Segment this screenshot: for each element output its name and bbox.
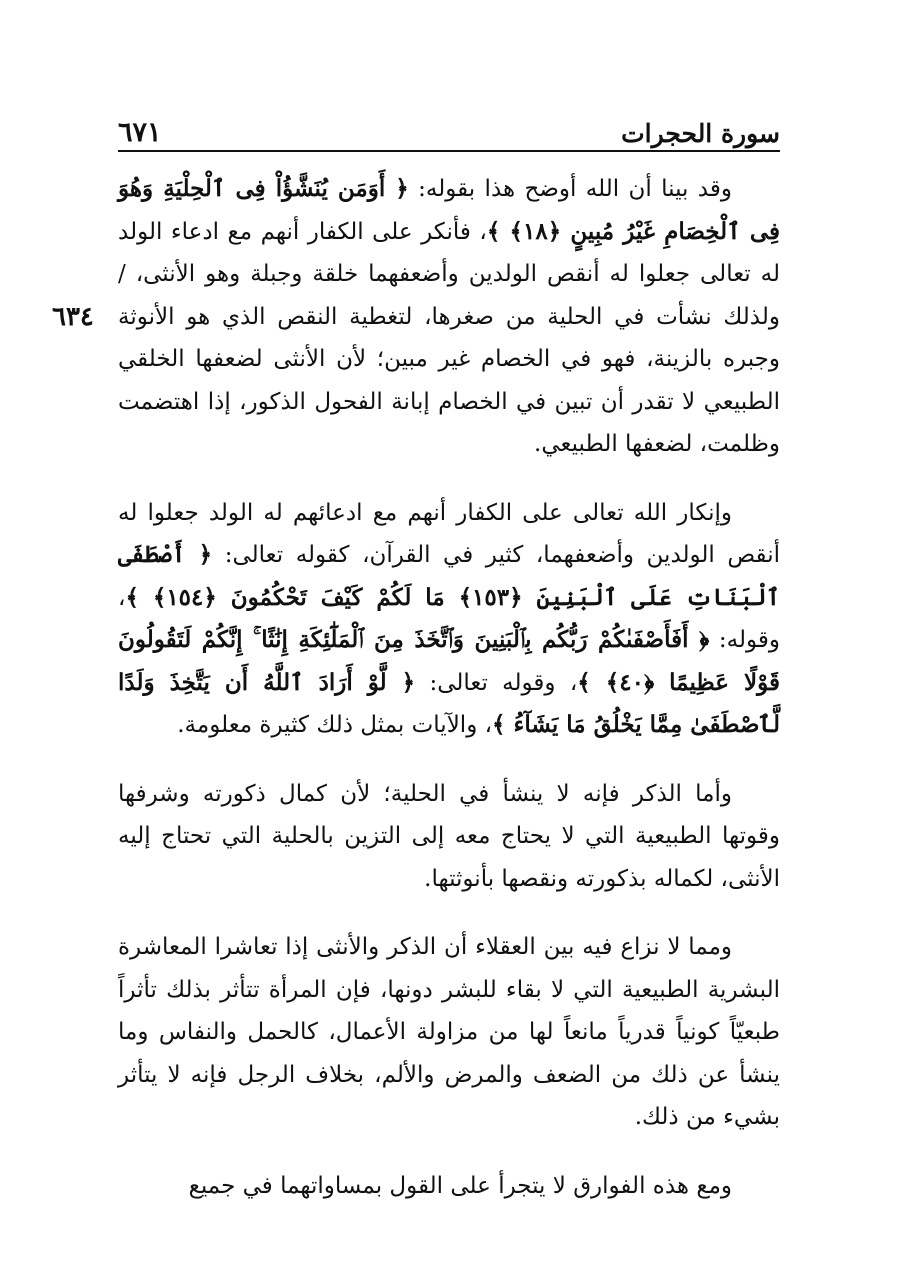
paragraph-text: ، والآيات بمثل ذلك كثيرة معلومة.: [177, 712, 493, 738]
paragraph-text: وإنكار الله تعالى على الكفار أنهم مع ادعائهم له الولد جعلوا له أنقص الولدين وأضعفهما، كثير في القرآن، كقوله تعالى:: [118, 499, 780, 568]
paragraph-text: ومما لا نزاع فيه بين العقلاء أن الذكر والأنثى إذا تعاشرا المعاشرة البشرية الطبيعية التي لا بقاء للبشر دونها، فإن المرأة تتأثر بذلك تأثراً طبعيّاً كونياً قدرياً مانعاً لها من مزاولة الأعمال، كالحمل والنفاس وما ينشأ عن ذلك من الضعف والمرض والألم، بخلاف الرجل فإنه لا يتأثر بشيء من ذلك.: [118, 934, 780, 1130]
paragraph: [118, 492, 780, 747]
quran-quote: ﴿ أَفَأَصْفَىٰكُمْ رَبُّكُم بِٱلْبَنِينَ وَٱتَّخَذَ مِنَ ٱلْمَلَٰٓئِكَةِ إِنَٰثًا ۚ إِنَّكُمْ لَتَقُولُونَ قَوْلًا عَظِيمًا ﴿٤٠﴾ ﴾: [118, 626, 780, 696]
margin-page-reference: ٦٣٤: [52, 302, 94, 332]
body-text: [118, 168, 780, 1233]
sura-title: سورة الحجرات: [621, 119, 780, 148]
paragraph: [118, 168, 780, 466]
quran-quote: ﴿ أَوَمَن يُنَشَّؤُاْ فِى ٱلْحِلْيَةِ وَهُوَ فِى ٱلْخِصَامِ غَيْرُ مُبِينٍ ﴿١٨﴾ ﴾: [118, 175, 780, 245]
paragraph-text: ، وقوله:: [118, 584, 780, 653]
page-number: ٦٧١: [118, 117, 162, 148]
header-divider: [118, 150, 780, 152]
paragraph-text: ، وقوله تعالى:: [415, 669, 578, 696]
paragraph-text: وأما الذكر فإنه لا ينشأ في الحلية؛ لأن كمال ذكورته وشرفها وقوتها الطبيعية التي لا يحتاج معه إلى التزين بالحلية التي تحتاج إليه الأنثى، لكماله بذكورته ونقصها بأنوثتها.: [118, 780, 780, 892]
paragraph-text: وقد بينا أن الله أوضح هذا بقوله:: [408, 176, 732, 202]
paragraph: [118, 1165, 780, 1208]
paragraph: [118, 926, 780, 1139]
paragraph-text: ومع هذه الفوارق لا يتجرأ على القول بمساواتهما في جميع: [188, 1172, 732, 1199]
quran-quote: ﴿ أَصْطَفَى ٱلْبَنَاتِ عَلَى ٱلْبَنِينَ ﴿١٥٣﴾ مَا لَكُمْ كَيْفَ تَحْكُمُونَ ﴿١٥٤﴾ ﴾: [118, 541, 780, 611]
paragraph: [118, 773, 780, 901]
quran-quote: ﴿ لَّوْ أَرَادَ ٱللَّهُ أَن يَتَّخِذَ وَلَدًا لَّٱصْطَفَىٰ مِمَّا يَخْلُقُ مَا يَشَآءُ ﴾: [118, 668, 780, 738]
paragraph-text: ، فأنكر على الكفار أنهم مع ادعاء الولد له تعالى جعلوا له أنقص الولدين وأضعفهما خلقة وجبلة وهو الأنثى، / ولذلك نشأت في الحلية من صغرها، لتغطية النقص الذي هو الأنوثة وجبره بالزينة، فهو في الخصام غير مبين؛ لأن الأنثى لضعفها الخلقي الطبيعي لا تقدر أن تبين في الخصام إبانة الفحول الذكور، إذا اهتضمت وظلمت، لضعفها الطبيعي.: [118, 218, 780, 457]
running-head: [118, 108, 780, 148]
